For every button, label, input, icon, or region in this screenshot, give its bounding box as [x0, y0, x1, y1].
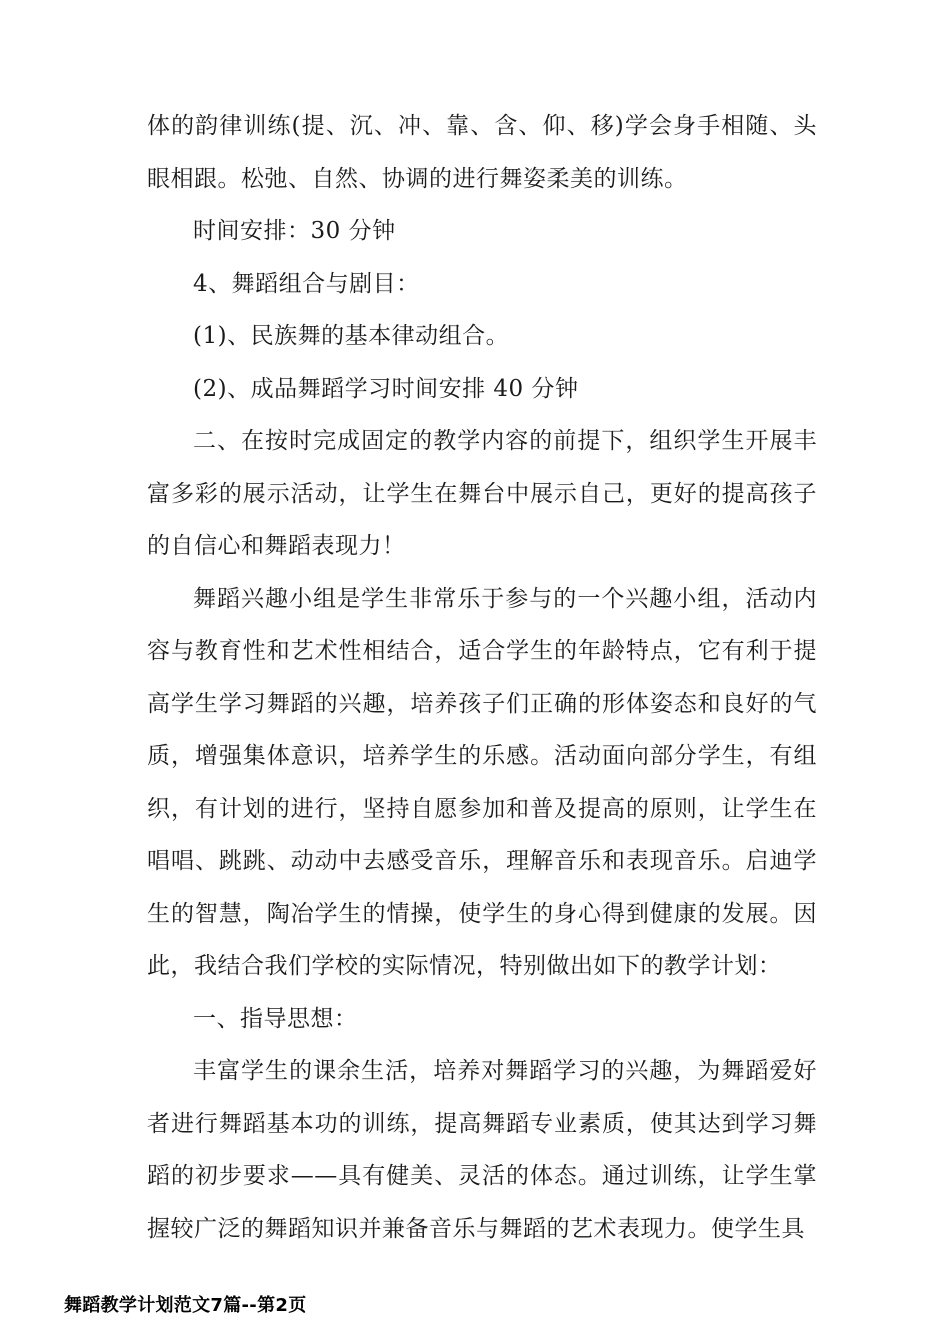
paragraph-section-dance-combination: 4、舞蹈组合与剧目：	[193, 270, 420, 297]
paragraph-continuation: 体的韵律训练(提、沉、冲、靠、含、仰、移)学会身手相随、头眼相跟。松弛、自然、协调的进行舞姿柔美的训练。	[147, 113, 817, 192]
heading-guiding-thought: 一、指导思想：	[193, 1005, 358, 1032]
paragraph-time-schedule: 时间安排：30 分钟	[193, 218, 396, 244]
page-footer: 舞蹈教学计划范文7篇--第2页	[64, 1295, 307, 1316]
paragraph-section-two: 二、在按时完成固定的教学内容的前提下，组织学生开展丰富多彩的展示活动，让学生在舞台中展示自己，更好的提高孩子的自信心和舞蹈表现力！	[147, 428, 817, 559]
paragraph-interest-group: 舞蹈兴趣小组是学生非常乐于参与的一个兴趣小组，活动内容与教育性和艺术性相结合，适合学生的年龄特点，它有利于提高学生学习舞蹈的兴趣，培养孩子们正确的形体姿态和良好的气质，增强集体意识，培养学生的乐感。活动面向部分学生，有组织，有计划的进行，坚持自愿参加和普及提高的原则，让学生在唱唱、跳跳、动动中去感受音乐，理解音乐和表现音乐。启迪学生的智慧，陶冶学生的情操，使学生的身心得到健康的发展。因此，我结合我们学校的实际情况，特别做出如下的教学计划：	[147, 585, 817, 979]
document-body	[147, 100, 817, 1255]
paragraph-item-2: (2)、成品舞蹈学习时间安排 40 分钟	[193, 375, 579, 402]
paragraph-item-1: (1)、民族舞的基本律动组合。	[193, 323, 510, 349]
paragraph-guiding-thought: 丰富学生的课余生活，培养对舞蹈学习的兴趣，为舞蹈爱好者进行舞蹈基本功的训练，提高舞蹈专业素质，使其达到学习舞蹈的初步要求——具有健美、灵活的体态。通过训练，让学生掌握较广泛的舞蹈知识并兼备音乐与舞蹈的艺术表现力。使学生具	[147, 1058, 817, 1242]
